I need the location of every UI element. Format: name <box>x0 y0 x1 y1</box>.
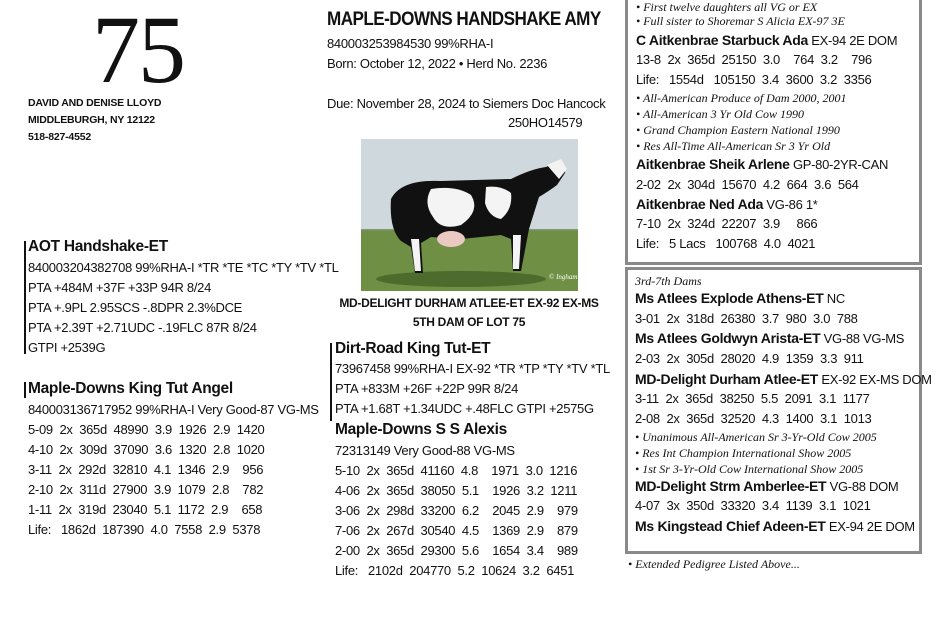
athens-record: 3-01 2x 318d 26380 3.7 980 3.0 788 <box>635 311 858 326</box>
sheik-record: 2-02 2x 304d 15670 4.2 664 3.6 564 <box>636 177 859 192</box>
sire-line: GTPI +2539G <box>28 340 106 355</box>
atlee-record: 2-08 2x 365d 32520 4.3 1400 3.1 1013 <box>635 411 872 426</box>
ned-record: 7-10 2x 324d 22207 3.9 866 <box>636 216 818 231</box>
adeen-name: Ms Kingstead Chief Adeen-ET <box>635 518 826 534</box>
dam-record: 3-11 2x 292d 32810 4.1 1346 2.9 956 <box>28 462 264 477</box>
atlee-class: EX-92 EX-MS DOM <box>818 372 932 387</box>
lot-number: 75 <box>92 0 184 103</box>
gdam-record-life: Life: 2102d 204770 5.2 10624 3.2 6451 <box>335 563 575 578</box>
amberlee-record: 4-07 3x 350d 33320 3.4 1139 3.1 1021 <box>635 498 871 513</box>
mgs-line: PTA +833M +26F +22P 99R 8/24 <box>335 381 519 396</box>
sire-rule <box>24 241 26 354</box>
atlee-bullet: • 1st Sr 3-Yr-Old Cow International Show 2005 <box>635 462 864 476</box>
athens-name: Ms Atlees Explode Athens-ET <box>635 290 824 306</box>
owner-city: MIDDLEBURGH, NY 12122 <box>28 114 155 126</box>
sire-name: AOT Handshake-ET <box>28 238 168 255</box>
athens-header <box>635 290 845 306</box>
c-aitken-bullet: • Grand Champion Eastern National 1990 <box>636 123 840 137</box>
sheik-header <box>636 156 888 172</box>
gdam-record: 5-10 2x 365d 41160 4.8 1971 3.0 1216 <box>335 463 578 478</box>
top-bullet: • Full sister to Shoremar S Alicia EX-97 3E <box>636 14 845 28</box>
c-aitken-bullet: • All-American Produce of Dam 2000, 2001 <box>636 91 847 105</box>
cow-photo <box>361 139 578 291</box>
arista-header <box>635 330 904 346</box>
c-aitken-class: EX-94 2E DOM <box>807 33 898 48</box>
gdam-record: 7-06 2x 267d 30540 4.5 1369 2.9 879 <box>335 523 578 538</box>
c-aitken-record: 13-8 2x 365d 25150 3.0 764 3.2 796 <box>636 52 872 67</box>
photo-watermark: © Ingham <box>549 273 578 281</box>
ned-record-life: Life: 5 Lacs 100768 4.0 4021 <box>636 236 816 251</box>
animal-due: Due: November 28, 2024 to Siemers Doc Hancock <box>327 96 606 111</box>
c-aitken-header <box>636 32 897 48</box>
owner-name: DAVID AND DENISE LLOYD <box>28 97 162 109</box>
dam-record: 1-11 2x 319d 23040 5.1 1172 2.9 658 <box>28 502 263 517</box>
atlee-bullet: • Unanimous All-American Sr 3-Yr-Old Cow 2005 <box>635 430 877 444</box>
gdam-reg: 72313149 Very Good-88 VG-MS <box>335 443 515 458</box>
arista-class: VG-88 VG-MS <box>820 331 905 346</box>
animal-born: Born: October 12, 2022 • Herd No. 2236 <box>327 56 548 71</box>
adeen-header <box>635 518 915 534</box>
dam-record: 5-09 2x 365d 48990 3.9 1926 2.9 1420 <box>28 422 265 437</box>
gdam-record: 4-06 2x 365d 38050 5.1 1926 3.2 1211 <box>335 483 578 498</box>
athens-class: NC <box>823 291 845 306</box>
animal-reg: 840003253984530 99%RHA-I <box>327 36 494 51</box>
ned-name: Aitkenbrae Ned Ada <box>636 196 764 212</box>
animal-due-code: 250HO14579 <box>508 115 583 130</box>
dam-name: Maple-Downs King Tut Angel <box>28 380 233 397</box>
gdam-record: 3-06 2x 298d 33200 6.2 2045 2.9 979 <box>335 503 578 518</box>
amberlee-header <box>635 478 898 494</box>
top-bullet: • First twelve daughters all VG or EX <box>636 0 818 14</box>
mgs-name: Dirt-Road King Tut-ET <box>335 340 491 357</box>
dam-record: 2-10 2x 311d 27900 3.9 1079 2.8 782 <box>28 482 264 497</box>
atlee-bullet: • Res Int Champion International Show 2005 <box>635 446 852 460</box>
atlee-name: MD-Delight Durham Atlee-ET <box>635 371 819 387</box>
ned-header <box>636 196 818 212</box>
atlee-record: 3-11 2x 365d 38250 5.5 2091 3.1 1177 <box>635 391 870 406</box>
arista-record: 2-03 2x 305d 28020 4.9 1359 3.3 911 <box>635 351 864 366</box>
sheik-name: Aitkenbrae Sheik Arlene <box>636 156 790 172</box>
mgs-line: 73967458 99%RHA-I EX-92 *TR *TP *TY *TV *TL <box>335 361 610 376</box>
dams-header: 3rd-7th Dams <box>635 274 702 288</box>
mgs-line: PTA +1.68T +1.34UDC +.48FLC GTPI +2575G <box>335 401 594 416</box>
mgs-rule <box>330 343 332 421</box>
animal-name: MAPLE-DOWNS HANDSHAKE AMY <box>327 9 601 30</box>
owner-phone: 518-827-4552 <box>28 131 91 143</box>
c-aitken-bullet: • Res All-Time All-American Sr 3 Yr Old <box>636 139 831 153</box>
sire-line: PTA +484M +37F +33P 94R 8/24 <box>28 280 212 295</box>
dam-record-life: Life: 1862d 187390 4.0 7558 2.9 5378 <box>28 522 261 537</box>
atlee-header <box>635 371 932 387</box>
cow-silhouette-image <box>361 139 578 291</box>
amberlee-class: VG-88 DOM <box>826 479 899 494</box>
gdam-record: 2-00 2x 365d 29300 5.6 1654 3.4 989 <box>335 543 578 558</box>
adeen-class: EX-94 2E DOM <box>825 519 915 534</box>
c-aitken-record-life: Life: 1554d 105150 3.4 3600 3.2 3356 <box>636 72 872 87</box>
dam-reg: 840003136717952 99%RHA-I Very Good-87 VG-MS <box>28 402 319 417</box>
ned-class: VG-86 1* <box>763 197 818 212</box>
c-aitken-bullet: • All-American 3 Yr Old Cow 1990 <box>636 107 804 121</box>
arista-name: Ms Atlees Goldwyn Arista-ET <box>635 330 821 346</box>
sire-line: 840003204382708 99%RHA-I *TR *TE *TC *TY *TV *TL <box>28 260 339 275</box>
footnote: • Extended Pedigree Listed Above... <box>628 557 800 571</box>
sire-line: PTA +2.39T +2.71UDC -.19FLC 87R 8/24 <box>28 320 257 335</box>
c-aitken-name: C Aitkenbrae Starbuck Ada <box>636 32 808 48</box>
sheik-class: GP-80-2YR-CAN <box>789 157 889 172</box>
sire-line: PTA +.9PL 2.95SCS -.8DPR 2.3%DCE <box>28 300 243 315</box>
dam-rule <box>24 382 26 398</box>
gdam-name: Maple-Downs S S Alexis <box>335 421 507 438</box>
dam-record: 4-10 2x 309d 37090 3.6 1320 2.8 1020 <box>28 442 265 457</box>
amberlee-name: MD-Delight Strm Amberlee-ET <box>635 478 827 494</box>
photo-caption-line1: MD-DELIGHT DURHAM ATLEE-ET EX-92 EX-MS <box>339 296 599 310</box>
photo-caption-line2: 5TH DAM OF LOT 75 <box>412 315 526 329</box>
